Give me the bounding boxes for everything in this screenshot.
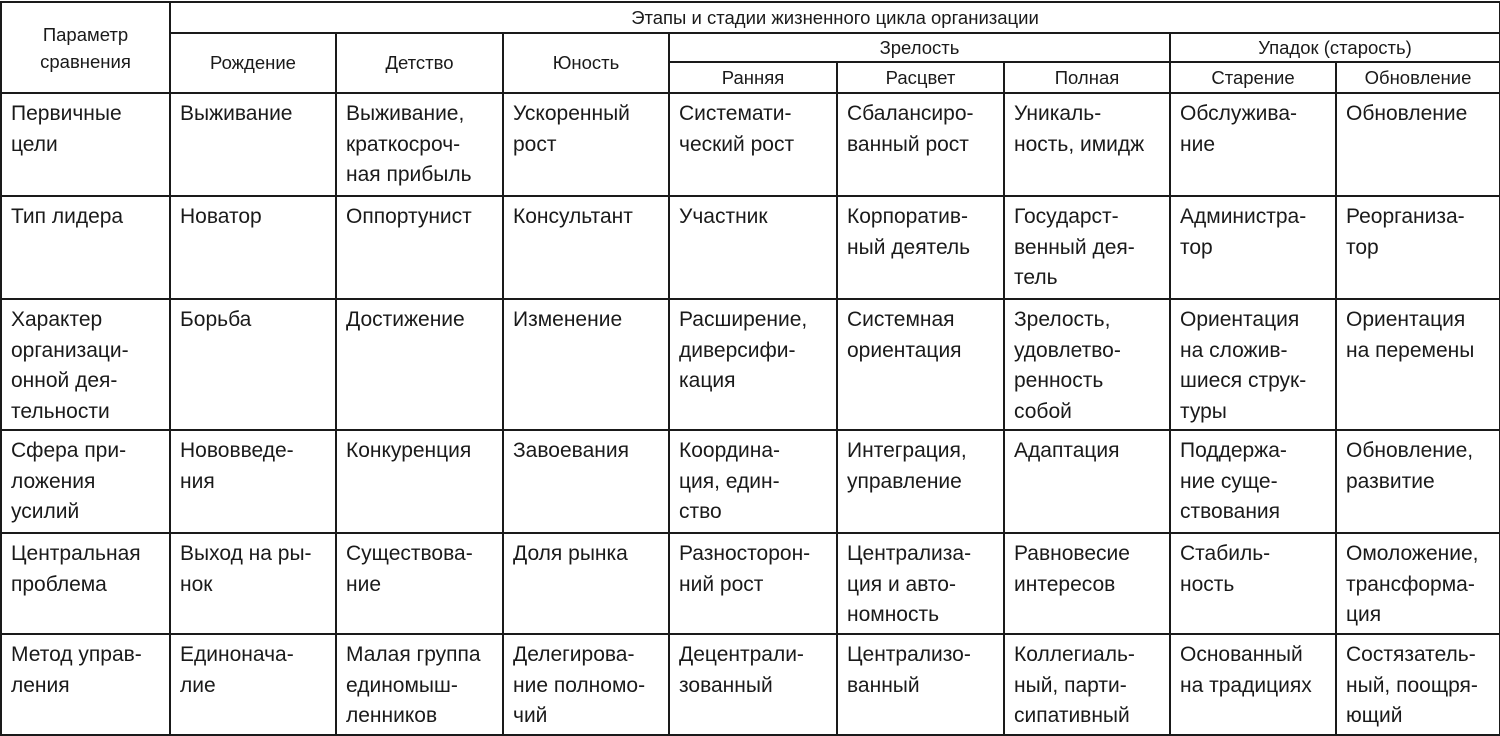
table-row [1, 634, 1500, 735]
table-cell: Централиза- ция и авто- номность [837, 533, 1004, 634]
row-param-label: Тип лидера [1, 196, 170, 299]
stage-decline-header: Упадок (старость) [1170, 33, 1500, 62]
row-param-label: Метод управ- ления [1, 634, 170, 735]
table-cell: Координа- ция, един- ство [669, 430, 837, 533]
table-cell: Равновесие интересов [1004, 533, 1170, 634]
table-row [1, 93, 1500, 196]
row-param-label: Характер организаци- онной дея- тельности [1, 299, 170, 430]
table-cell: Завоевания [503, 430, 669, 533]
substage-flourishing-header: Расцвет [837, 62, 1004, 93]
table-cell: Системная ориентация [837, 299, 1004, 430]
table-cell: Малая группа единомыш- ленников [336, 634, 503, 735]
table-cell: Поддержа- ние суще- ствования [1170, 430, 1336, 533]
substage-renewal-header: Обновление [1336, 62, 1500, 93]
table-cell: Конкуренция [336, 430, 503, 533]
table-cell: Омоложение, трансформа- ция [1336, 533, 1500, 634]
table-cell: Участник [669, 196, 837, 299]
table-row [1, 196, 1500, 299]
table-cell: Выживание, краткосроч- ная прибыль [336, 93, 503, 196]
table-cell: Выживание [170, 93, 336, 196]
stage-youth-header: Юность [503, 33, 669, 93]
table-cell: Уникаль- ность, имидж [1004, 93, 1170, 196]
substage-aging-header: Старение [1170, 62, 1336, 93]
row-param-label: Сфера при- ложения усилий [1, 430, 170, 533]
header-row-2 [1, 33, 1500, 62]
table-cell: Делегирова- ние полномо- чий [503, 634, 669, 735]
table-cell: Доля рынка [503, 533, 669, 634]
table-cell: Достижение [336, 299, 503, 430]
table-cell: Ориентация на перемены [1336, 299, 1500, 430]
table-cell: Централизо- ванный [837, 634, 1004, 735]
table-cell: Стабиль- ность [1170, 533, 1336, 634]
table-cell: Выход на ры- нок [170, 533, 336, 634]
table-cell: Существова- ние [336, 533, 503, 634]
table-cell: Изменение [503, 299, 669, 430]
param-column-header: Параметр сравнения [1, 2, 170, 93]
stages-title: Этапы и стадии жизненного цикла организации [170, 2, 1500, 33]
table-row [1, 430, 1500, 533]
table-cell: Борьба [170, 299, 336, 430]
table-row [1, 299, 1500, 430]
row-param-label: Центральная проблема [1, 533, 170, 634]
table-cell: Адаптация [1004, 430, 1170, 533]
stage-maturity-header: Зрелость [669, 33, 1170, 62]
table-cell: Коллегиаль- ный, парти- сипативный [1004, 634, 1170, 735]
table-cell: Ориентация на сложив- шиеся струк- туры [1170, 299, 1336, 430]
table-cell: Нововведе- ния [170, 430, 336, 533]
stage-childhood-header: Детство [336, 33, 503, 93]
table-cell: Государст- венный дея- тель [1004, 196, 1170, 299]
table-cell: Ускоренный рост [503, 93, 669, 196]
table-cell: Основанный на традициях [1170, 634, 1336, 735]
table-cell: Интеграция, управление [837, 430, 1004, 533]
substage-early-header: Ранняя [669, 62, 837, 93]
table-cell: Корпоратив- ный деятель [837, 196, 1004, 299]
table-cell: Обновление [1336, 93, 1500, 196]
table-cell: Новатор [170, 196, 336, 299]
lifecycle-table [0, 1, 1500, 736]
table-cell: Администра- тор [1170, 196, 1336, 299]
header-row-1 [1, 2, 1500, 33]
table-cell: Единонача- лие [170, 634, 336, 735]
table-cell: Обслужива- ние [1170, 93, 1336, 196]
table-cell: Расширение, диверсифи- кация [669, 299, 837, 430]
table-cell: Децентрали- зованный [669, 634, 837, 735]
substage-full-header: Полная [1004, 62, 1170, 93]
table-cell: Оппортунист [336, 196, 503, 299]
row-param-label: Первичные цели [1, 93, 170, 196]
table-cell: Системати- ческий рост [669, 93, 837, 196]
table-cell: Сбалансиро- ванный рост [837, 93, 1004, 196]
table-row [1, 533, 1500, 634]
table-cell: Разносторон- ний рост [669, 533, 837, 634]
table-cell: Реорганиза- тор [1336, 196, 1500, 299]
table-cell: Зрелость, удовлетво- ренность собой [1004, 299, 1170, 430]
table-cell: Консультант [503, 196, 669, 299]
stage-birth-header: Рождение [170, 33, 336, 93]
table-cell: Обновление, развитие [1336, 430, 1500, 533]
table-cell: Состязатель- ный, поощря- ющий [1336, 634, 1500, 735]
